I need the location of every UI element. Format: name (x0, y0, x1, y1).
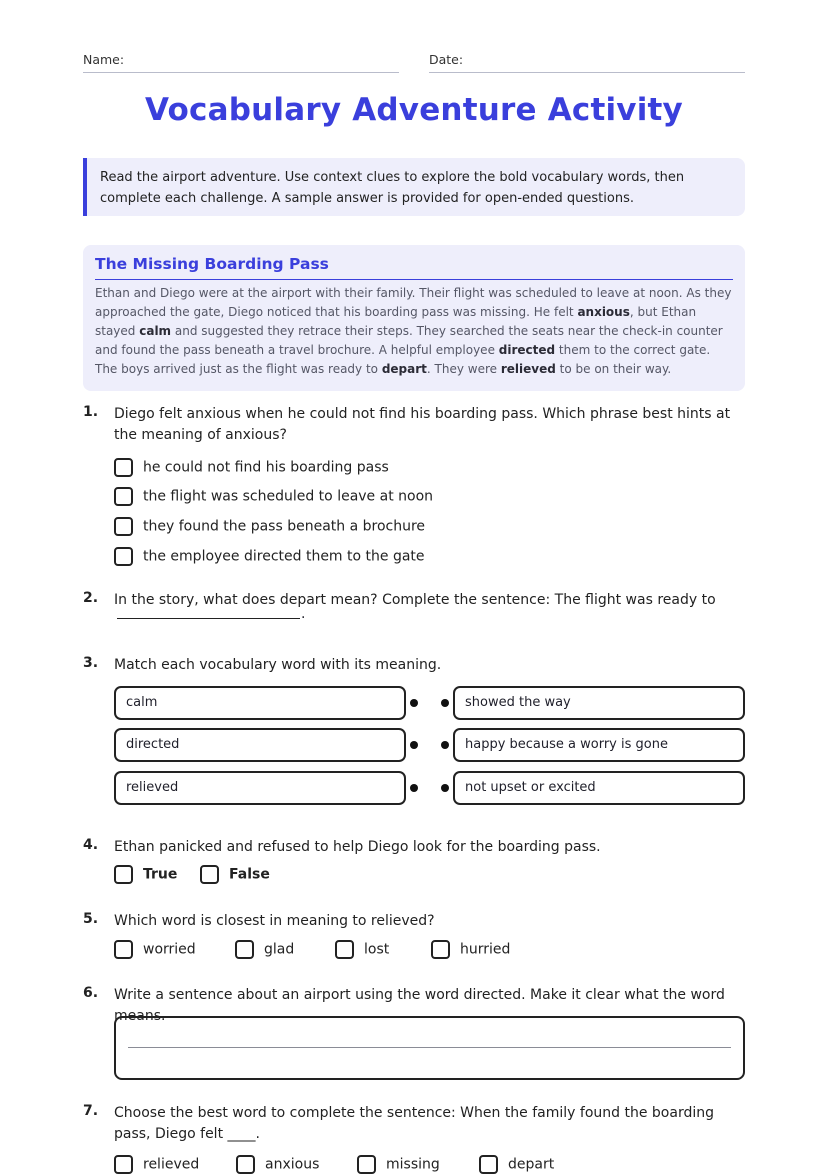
match-meaning-box[interactable]: happy because a worry is gone (453, 728, 745, 762)
name-date-row (83, 52, 745, 74)
question-number: 5. (83, 911, 99, 927)
checkbox[interactable] (114, 458, 133, 477)
match-connector-dot[interactable] (441, 699, 449, 707)
choice-option[interactable] (114, 940, 196, 959)
match-connector-dot[interactable] (441, 741, 449, 749)
question-text: In the story, what does depart mean? Complete the sentence: The flight was ready to (114, 592, 716, 608)
checkbox[interactable] (235, 940, 254, 959)
choice-option[interactable] (114, 458, 389, 477)
choice-option[interactable] (479, 1155, 554, 1174)
date-field[interactable] (429, 52, 745, 67)
choice-label: the flight was scheduled to leave at noon (143, 488, 434, 505)
checkbox[interactable] (479, 1155, 498, 1174)
choice-label: they found the pass beneath a brochure (143, 518, 426, 535)
vocab-word-depart: depart (381, 362, 427, 376)
choice-option[interactable] (235, 940, 294, 959)
choice-option[interactable] (114, 517, 425, 536)
fill-in-blank[interactable] (117, 618, 300, 619)
question-2 (83, 590, 745, 634)
question-text: Match each vocabulary word with its meaning. (114, 657, 442, 673)
false-option[interactable] (200, 865, 270, 884)
question-text: Which word is closest in meaning to relieved? (114, 913, 435, 929)
question-3 (83, 655, 745, 810)
checkbox[interactable] (357, 1155, 376, 1174)
choice-label: depart (508, 1156, 555, 1173)
question-text: Diego felt anxious when he could not find his boarding pass. Which phrase best hints at the meaning of anxious? (114, 406, 731, 443)
match-word-box[interactable]: directed (114, 728, 406, 762)
checkbox[interactable] (335, 940, 354, 959)
date-line (429, 72, 745, 73)
checkbox[interactable] (200, 865, 219, 884)
question-4 (83, 837, 745, 889)
story-segment: Ethan and Diego were at the airport with their family. Their flight was scheduled to leave at noon. As they approached the gate, Diego noticed that his boarding pass was missing. He felt (95, 286, 732, 319)
question-number: 7. (83, 1103, 99, 1119)
date-label: Date: (429, 52, 464, 67)
question-text: Choose the best word to complete the sentence: When the family found the boarding pass, Diego felt ____. (114, 1105, 714, 1142)
story-title: The Missing Boarding Pass (95, 255, 733, 280)
choice-label: hurried (460, 941, 511, 958)
story-box (83, 245, 745, 391)
choice-label: he could not find his boarding pass (143, 459, 389, 476)
choice-option[interactable] (431, 940, 510, 959)
choice-label: True (143, 866, 178, 883)
choice-label: glad (264, 941, 295, 958)
checkbox[interactable] (114, 1155, 133, 1174)
question-5 (83, 911, 745, 963)
question-1 (83, 404, 745, 574)
choice-label: the employee directed them to the gate (143, 548, 425, 565)
vocab-word-calm: calm (139, 324, 172, 338)
story-segment: them to the correct gate. The boys arrived just as the flight was ready to (95, 343, 711, 376)
match-word-box[interactable]: relieved (114, 771, 406, 805)
match-connector-dot[interactable] (441, 784, 449, 792)
vocab-word-anxious: anxious (577, 305, 630, 319)
match-meaning-box[interactable]: showed the way (453, 686, 745, 720)
choice-option[interactable] (114, 1155, 199, 1174)
question-number: 3. (83, 655, 99, 671)
checkbox[interactable] (114, 517, 133, 536)
checkbox[interactable] (114, 865, 133, 884)
match-connector-dot[interactable] (410, 699, 418, 707)
answer-textbox[interactable] (114, 1016, 745, 1080)
choice-label: relieved (143, 1156, 200, 1173)
checkbox[interactable] (114, 487, 133, 506)
page-title: Vocabulary Adventure Activity (145, 92, 683, 128)
choice-option[interactable] (335, 940, 389, 959)
name-label: Name: (83, 52, 125, 67)
sentence-period: . (301, 606, 306, 622)
story-segment: , but Ethan stayed (95, 305, 697, 338)
match-connector-dot[interactable] (410, 784, 418, 792)
choice-option[interactable] (236, 1155, 319, 1174)
checkbox[interactable] (114, 940, 133, 959)
choice-label: missing (386, 1156, 440, 1173)
story-segment: to be on their way. (555, 362, 672, 376)
match-meaning-box[interactable]: not upset or excited (453, 771, 745, 805)
instructions-box: Read the airport adventure. Use context clues to explore the bold vocabulary words, then complete each challenge. A sample answer is provided for open-ended questions. (83, 158, 745, 216)
name-line (83, 72, 399, 73)
question-6 (83, 985, 745, 1081)
true-option[interactable] (114, 865, 177, 884)
question-number: 6. (83, 985, 99, 1001)
choice-option[interactable] (357, 1155, 440, 1174)
checkbox[interactable] (431, 940, 450, 959)
checkbox[interactable] (114, 547, 133, 566)
answer-line (128, 1047, 731, 1048)
question-number: 4. (83, 837, 99, 853)
choice-label: lost (364, 941, 390, 958)
vocab-word-directed: directed (498, 343, 556, 357)
story-segment: . They were (426, 362, 501, 376)
choice-option[interactable] (114, 487, 433, 506)
match-word-box[interactable]: calm (114, 686, 406, 720)
choice-label: anxious (265, 1156, 320, 1173)
story-text (95, 284, 733, 379)
choice-label: False (229, 866, 270, 883)
question-number: 2. (83, 590, 99, 606)
choice-label: worried (143, 941, 196, 958)
story-segment: and suggested they retrace their steps. They searched the seats near the check-in counter and found the pass beneath a travel brochure. A helpful employee (95, 324, 723, 357)
question-text: Write a sentence about an airport using the word directed. Make it clear what the word means. (114, 987, 725, 1024)
vocab-word-relieved: relieved (500, 362, 556, 376)
name-field[interactable] (83, 52, 399, 67)
question-text: Ethan panicked and refused to help Diego look for the boarding pass. (114, 839, 601, 855)
question-number: 1. (83, 404, 99, 420)
match-connector-dot[interactable] (410, 741, 418, 749)
question-7 (83, 1103, 745, 1171)
choice-option[interactable] (114, 547, 425, 566)
checkbox[interactable] (236, 1155, 255, 1174)
